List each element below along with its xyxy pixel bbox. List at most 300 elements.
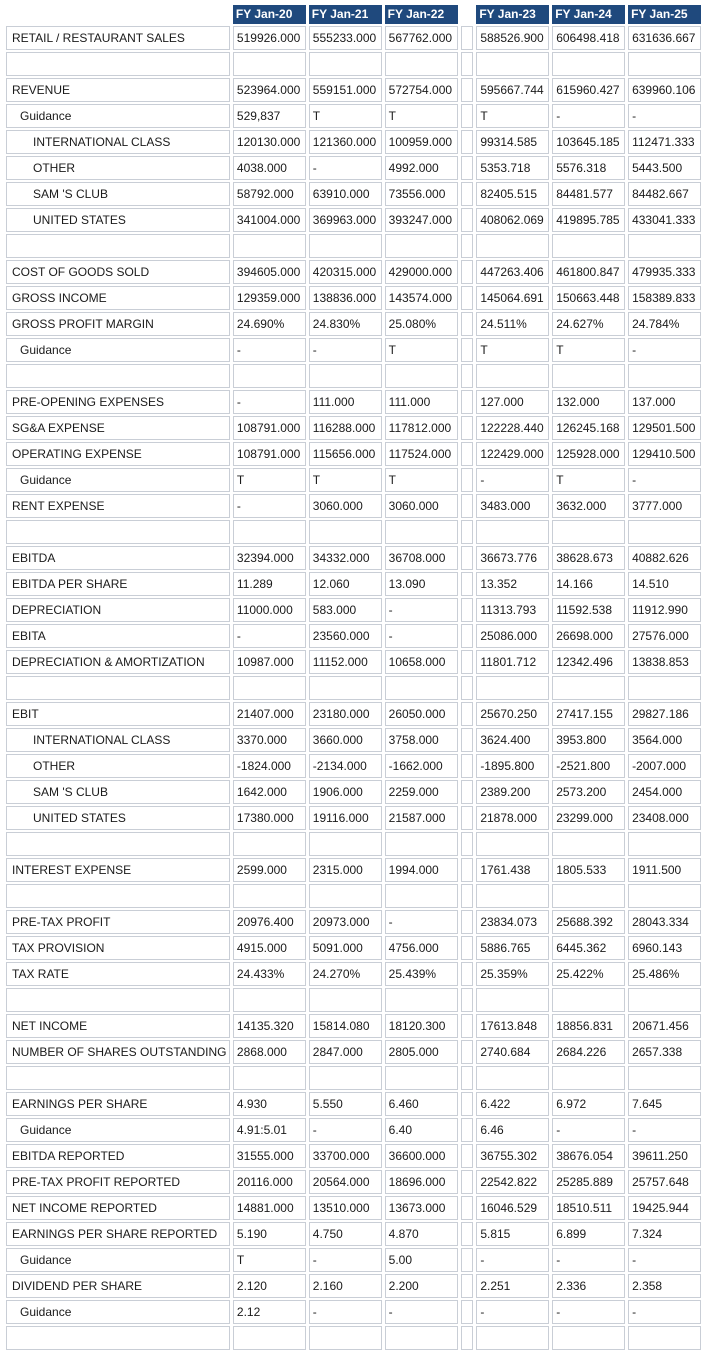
column-separator: [461, 494, 474, 518]
empty-cell: [552, 884, 625, 908]
value-cell: 129359.000: [233, 286, 306, 310]
spacer-row: [6, 1066, 701, 1090]
value-cell: 39611.250: [628, 1144, 701, 1168]
value-cell: -: [385, 1300, 458, 1324]
value-cell: 21878.000: [476, 806, 549, 830]
value-cell: 2.160: [309, 1274, 382, 1298]
row-label: EARNINGS PER SHARE: [6, 1092, 230, 1116]
table-row: [6, 728, 701, 752]
row-label: PRE-TAX PROFIT: [6, 910, 230, 934]
column-separator: [461, 1092, 474, 1116]
value-cell: 25.486%: [628, 962, 701, 986]
value-cell: 13510.000: [309, 1196, 382, 1220]
empty-cell: [309, 988, 382, 1012]
value-cell: -: [309, 1118, 382, 1142]
value-cell: 12342.496: [552, 650, 625, 674]
value-cell: 33700.000: [309, 1144, 382, 1168]
value-cell: 2.336: [552, 1274, 625, 1298]
column-separator: [461, 728, 474, 752]
value-cell: 14881.000: [233, 1196, 306, 1220]
column-separator: [461, 78, 474, 102]
empty-cell: [233, 884, 306, 908]
empty-cell: [476, 234, 549, 258]
column-separator: [461, 1248, 474, 1272]
value-cell: 7.324: [628, 1222, 701, 1246]
value-cell: 595667.744: [476, 78, 549, 102]
value-cell: 369963.000: [309, 208, 382, 232]
empty-cell: [6, 832, 230, 856]
spacer-row: [6, 676, 701, 700]
table-row: [6, 416, 701, 440]
table-row: [6, 286, 701, 310]
empty-cell: [309, 676, 382, 700]
value-cell: 1994.000: [385, 858, 458, 882]
column-separator: [461, 832, 474, 856]
value-cell: 58792.000: [233, 182, 306, 206]
value-cell: 5.815: [476, 1222, 549, 1246]
value-cell: 420315.000: [309, 260, 382, 284]
table-row: [6, 442, 701, 466]
value-cell: 36600.000: [385, 1144, 458, 1168]
value-cell: 21407.000: [233, 702, 306, 726]
empty-cell: [476, 832, 549, 856]
empty-cell: [628, 1326, 701, 1350]
value-cell: -: [233, 624, 306, 648]
empty-cell: [552, 988, 625, 1012]
value-cell: 447263.406: [476, 260, 549, 284]
value-cell: 111.000: [385, 390, 458, 414]
row-label: NUMBER OF SHARES OUTSTANDING: [6, 1040, 230, 1064]
empty-cell: [476, 1326, 549, 1350]
value-cell: 25285.889: [552, 1170, 625, 1194]
value-cell: 24.690%: [233, 312, 306, 336]
empty-cell: [233, 1066, 306, 1090]
value-cell: 28043.334: [628, 910, 701, 934]
value-cell: 158389.833: [628, 286, 701, 310]
table-row: [6, 650, 701, 674]
table-row: [6, 468, 701, 492]
value-cell: 4.930: [233, 1092, 306, 1116]
empty-cell: [385, 364, 458, 388]
column-separator: [461, 520, 474, 544]
spacer-row: [6, 988, 701, 1012]
value-cell: 100959.000: [385, 130, 458, 154]
value-cell: 73556.000: [385, 182, 458, 206]
value-cell: 122228.440: [476, 416, 549, 440]
value-cell: 394605.000: [233, 260, 306, 284]
empty-cell: [309, 52, 382, 76]
column-separator: [461, 676, 474, 700]
value-cell: 36673.776: [476, 546, 549, 570]
value-cell: 36755.302: [476, 1144, 549, 1168]
table-row: [6, 182, 701, 206]
table-body: [6, 26, 701, 1350]
empty-cell: [385, 1066, 458, 1090]
value-cell: -: [628, 468, 701, 492]
row-label: SAM 'S CLUB: [6, 780, 230, 804]
value-cell: -: [552, 104, 625, 128]
value-cell: 20671.456: [628, 1014, 701, 1038]
empty-cell: [476, 52, 549, 76]
row-label: EBITA: [6, 624, 230, 648]
value-cell: T: [476, 104, 549, 128]
value-cell: -: [309, 338, 382, 362]
value-cell: -2007.000: [628, 754, 701, 778]
value-cell: -1895.800: [476, 754, 549, 778]
spacer-row: [6, 234, 701, 258]
spacer-row: [6, 520, 701, 544]
value-cell: 25.422%: [552, 962, 625, 986]
table-row: [6, 1248, 701, 1272]
row-label: UNITED STATES: [6, 208, 230, 232]
empty-cell: [552, 1326, 625, 1350]
value-cell: 23560.000: [309, 624, 382, 648]
table-row: [6, 936, 701, 960]
value-cell: 132.000: [552, 390, 625, 414]
empty-cell: [476, 520, 549, 544]
value-cell: 150663.448: [552, 286, 625, 310]
value-cell: 3660.000: [309, 728, 382, 752]
empty-cell: [233, 364, 306, 388]
value-cell: 15814.080: [309, 1014, 382, 1038]
empty-cell: [385, 988, 458, 1012]
value-cell: 5.550: [309, 1092, 382, 1116]
spacer-row: [6, 1326, 701, 1350]
row-label: Guidance: [6, 1300, 230, 1324]
value-cell: T: [385, 338, 458, 362]
value-cell: 1805.533: [552, 858, 625, 882]
column-separator: [461, 5, 474, 24]
column-separator: [461, 1222, 474, 1246]
row-label: Guidance: [6, 468, 230, 492]
column-separator: [461, 1118, 474, 1142]
column-header: FY Jan-20: [233, 5, 306, 24]
value-cell: 26050.000: [385, 702, 458, 726]
value-cell: 11801.712: [476, 650, 549, 674]
column-header: FY Jan-23: [476, 5, 549, 24]
column-separator: [461, 702, 474, 726]
table-row: [6, 1300, 701, 1324]
value-cell: 519926.000: [233, 26, 306, 50]
empty-cell: [552, 364, 625, 388]
value-cell: 2599.000: [233, 858, 306, 882]
value-cell: 1906.000: [309, 780, 382, 804]
value-cell: 3632.000: [552, 494, 625, 518]
value-cell: 10658.000: [385, 650, 458, 674]
value-cell: 433041.333: [628, 208, 701, 232]
row-label: GROSS PROFIT MARGIN: [6, 312, 230, 336]
value-cell: 639960.106: [628, 78, 701, 102]
value-cell: 2259.000: [385, 780, 458, 804]
column-separator: [461, 182, 474, 206]
value-cell: 23299.000: [552, 806, 625, 830]
column-separator: [461, 442, 474, 466]
empty-cell: [552, 234, 625, 258]
empty-cell: [552, 832, 625, 856]
table-row: [6, 1118, 701, 1142]
column-separator: [461, 936, 474, 960]
value-cell: 27417.155: [552, 702, 625, 726]
value-cell: 117524.000: [385, 442, 458, 466]
column-separator: [461, 1274, 474, 1298]
value-cell: -: [476, 1248, 549, 1272]
row-label: DIVIDEND PER SHARE: [6, 1274, 230, 1298]
empty-cell: [6, 884, 230, 908]
value-cell: 103645.185: [552, 130, 625, 154]
value-cell: 23834.073: [476, 910, 549, 934]
value-cell: 23408.000: [628, 806, 701, 830]
table-row: [6, 962, 701, 986]
value-cell: 16046.529: [476, 1196, 549, 1220]
empty-cell: [6, 1326, 230, 1350]
value-cell: -: [309, 156, 382, 180]
column-separator: [461, 364, 474, 388]
empty-cell: [309, 520, 382, 544]
column-separator: [461, 858, 474, 882]
table-row: [6, 156, 701, 180]
spacer-row: [6, 832, 701, 856]
empty-cell: [6, 520, 230, 544]
value-cell: 36708.000: [385, 546, 458, 570]
value-cell: 25688.392: [552, 910, 625, 934]
value-cell: 115656.000: [309, 442, 382, 466]
value-cell: 18510.511: [552, 1196, 625, 1220]
value-cell: -: [628, 1300, 701, 1324]
value-cell: 25.080%: [385, 312, 458, 336]
value-cell: 108791.000: [233, 416, 306, 440]
row-label: UNITED STATES: [6, 806, 230, 830]
empty-cell: [476, 676, 549, 700]
value-cell: 2.200: [385, 1274, 458, 1298]
row-label: INTERNATIONAL CLASS: [6, 728, 230, 752]
value-cell: 5443.500: [628, 156, 701, 180]
value-cell: 26698.000: [552, 624, 625, 648]
value-cell: 20973.000: [309, 910, 382, 934]
value-cell: 111.000: [309, 390, 382, 414]
row-label: INTERNATIONAL CLASS: [6, 130, 230, 154]
value-cell: 19425.944: [628, 1196, 701, 1220]
column-separator: [461, 468, 474, 492]
empty-cell: [233, 520, 306, 544]
value-cell: -2521.800: [552, 754, 625, 778]
value-cell: 11000.000: [233, 598, 306, 622]
value-cell: 13838.853: [628, 650, 701, 674]
table-row: [6, 624, 701, 648]
empty-cell: [628, 364, 701, 388]
column-separator: [461, 546, 474, 570]
column-header: FY Jan-22: [385, 5, 458, 24]
value-cell: 143574.000: [385, 286, 458, 310]
table-row: [6, 1092, 701, 1116]
value-cell: 32394.000: [233, 546, 306, 570]
value-cell: 13673.000: [385, 1196, 458, 1220]
value-cell: 24.511%: [476, 312, 549, 336]
spacer-row: [6, 884, 701, 908]
value-cell: T: [309, 468, 382, 492]
value-cell: 4.870: [385, 1222, 458, 1246]
spacer-row: [6, 52, 701, 76]
table-row: [6, 208, 701, 232]
column-separator: [461, 780, 474, 804]
value-cell: 19116.000: [309, 806, 382, 830]
value-cell: 6.422: [476, 1092, 549, 1116]
value-cell: T: [476, 338, 549, 362]
value-cell: 14.166: [552, 572, 625, 596]
value-cell: 615960.427: [552, 78, 625, 102]
financial-estimates-table: [3, 3, 704, 1352]
empty-cell: [6, 676, 230, 700]
value-cell: 13.352: [476, 572, 549, 596]
table-row: [6, 598, 701, 622]
value-cell: 126245.168: [552, 416, 625, 440]
header-corner: [6, 5, 230, 24]
row-label: EARNINGS PER SHARE REPORTED: [6, 1222, 230, 1246]
table-row: [6, 754, 701, 778]
value-cell: 82405.515: [476, 182, 549, 206]
value-cell: 2847.000: [309, 1040, 382, 1064]
row-label: EBITDA REPORTED: [6, 1144, 230, 1168]
column-separator: [461, 286, 474, 310]
value-cell: 4915.000: [233, 936, 306, 960]
value-cell: 14135.320: [233, 1014, 306, 1038]
empty-cell: [385, 52, 458, 76]
column-separator: [461, 988, 474, 1012]
table-row: [6, 780, 701, 804]
table-row: [6, 1014, 701, 1038]
row-label: SG&A EXPENSE: [6, 416, 230, 440]
value-cell: 11.289: [233, 572, 306, 596]
value-cell: 2389.200: [476, 780, 549, 804]
value-cell: 25670.250: [476, 702, 549, 726]
column-separator: [461, 1300, 474, 1324]
column-separator: [461, 962, 474, 986]
value-cell: 22542.822: [476, 1170, 549, 1194]
value-cell: 122429.000: [476, 442, 549, 466]
value-cell: -: [309, 1300, 382, 1324]
value-cell: 121360.000: [309, 130, 382, 154]
value-cell: 5.190: [233, 1222, 306, 1246]
row-label: DEPRECIATION: [6, 598, 230, 622]
empty-cell: [476, 884, 549, 908]
value-cell: 3953.800: [552, 728, 625, 752]
empty-cell: [385, 676, 458, 700]
column-separator: [461, 884, 474, 908]
empty-cell: [628, 520, 701, 544]
value-cell: 559151.000: [309, 78, 382, 102]
value-cell: 2805.000: [385, 1040, 458, 1064]
empty-cell: [6, 364, 230, 388]
value-cell: -: [385, 910, 458, 934]
row-label: OTHER: [6, 754, 230, 778]
value-cell: 2.251: [476, 1274, 549, 1298]
value-cell: 3564.000: [628, 728, 701, 752]
table-row: [6, 1170, 701, 1194]
empty-cell: [233, 234, 306, 258]
table-row: [6, 312, 701, 336]
value-cell: 25.359%: [476, 962, 549, 986]
value-cell: 5353.718: [476, 156, 549, 180]
value-cell: 6960.143: [628, 936, 701, 960]
value-cell: 5886.765: [476, 936, 549, 960]
value-cell: 20116.000: [233, 1170, 306, 1194]
value-cell: -: [233, 338, 306, 362]
column-separator: [461, 1326, 474, 1350]
table-row: [6, 338, 701, 362]
value-cell: 11912.990: [628, 598, 701, 622]
value-cell: T: [233, 1248, 306, 1272]
value-cell: 4.91:5.01: [233, 1118, 306, 1142]
empty-cell: [309, 364, 382, 388]
value-cell: 38676.054: [552, 1144, 625, 1168]
row-label: Guidance: [6, 1118, 230, 1142]
value-cell: -2134.000: [309, 754, 382, 778]
value-cell: -: [628, 1118, 701, 1142]
empty-cell: [6, 988, 230, 1012]
value-cell: T: [552, 338, 625, 362]
value-cell: 11592.538: [552, 598, 625, 622]
value-cell: 408062.069: [476, 208, 549, 232]
value-cell: 4756.000: [385, 936, 458, 960]
value-cell: 419895.785: [552, 208, 625, 232]
empty-cell: [233, 52, 306, 76]
row-label: TAX RATE: [6, 962, 230, 986]
value-cell: -: [385, 598, 458, 622]
value-cell: 112471.333: [628, 130, 701, 154]
value-cell: 129501.500: [628, 416, 701, 440]
value-cell: 2868.000: [233, 1040, 306, 1064]
empty-cell: [628, 676, 701, 700]
value-cell: 2740.684: [476, 1040, 549, 1064]
value-cell: 29827.186: [628, 702, 701, 726]
table-row: [6, 1222, 701, 1246]
empty-cell: [233, 832, 306, 856]
value-cell: 17380.000: [233, 806, 306, 830]
value-cell: 24.830%: [309, 312, 382, 336]
value-cell: -: [476, 468, 549, 492]
table-row: [6, 1196, 701, 1220]
empty-cell: [6, 52, 230, 76]
value-cell: 25.439%: [385, 962, 458, 986]
table-row: [6, 1040, 701, 1064]
value-cell: -: [385, 624, 458, 648]
row-label: OTHER: [6, 156, 230, 180]
column-separator: [461, 806, 474, 830]
value-cell: 2.12: [233, 1300, 306, 1324]
value-cell: 125928.000: [552, 442, 625, 466]
row-label: EBIT: [6, 702, 230, 726]
value-cell: -1662.000: [385, 754, 458, 778]
value-cell: 38628.673: [552, 546, 625, 570]
column-separator: [461, 1144, 474, 1168]
value-cell: 393247.000: [385, 208, 458, 232]
value-cell: 6.46: [476, 1118, 549, 1142]
empty-cell: [385, 520, 458, 544]
table-row: [6, 910, 701, 934]
value-cell: 3060.000: [385, 494, 458, 518]
value-cell: 3483.000: [476, 494, 549, 518]
empty-cell: [552, 676, 625, 700]
row-label: EBITDA: [6, 546, 230, 570]
column-separator: [461, 338, 474, 362]
empty-cell: [385, 884, 458, 908]
value-cell: 129410.500: [628, 442, 701, 466]
table-row: [6, 702, 701, 726]
empty-cell: [628, 884, 701, 908]
value-cell: 479935.333: [628, 260, 701, 284]
empty-cell: [628, 988, 701, 1012]
value-cell: 2.120: [233, 1274, 306, 1298]
value-cell: 34332.000: [309, 546, 382, 570]
